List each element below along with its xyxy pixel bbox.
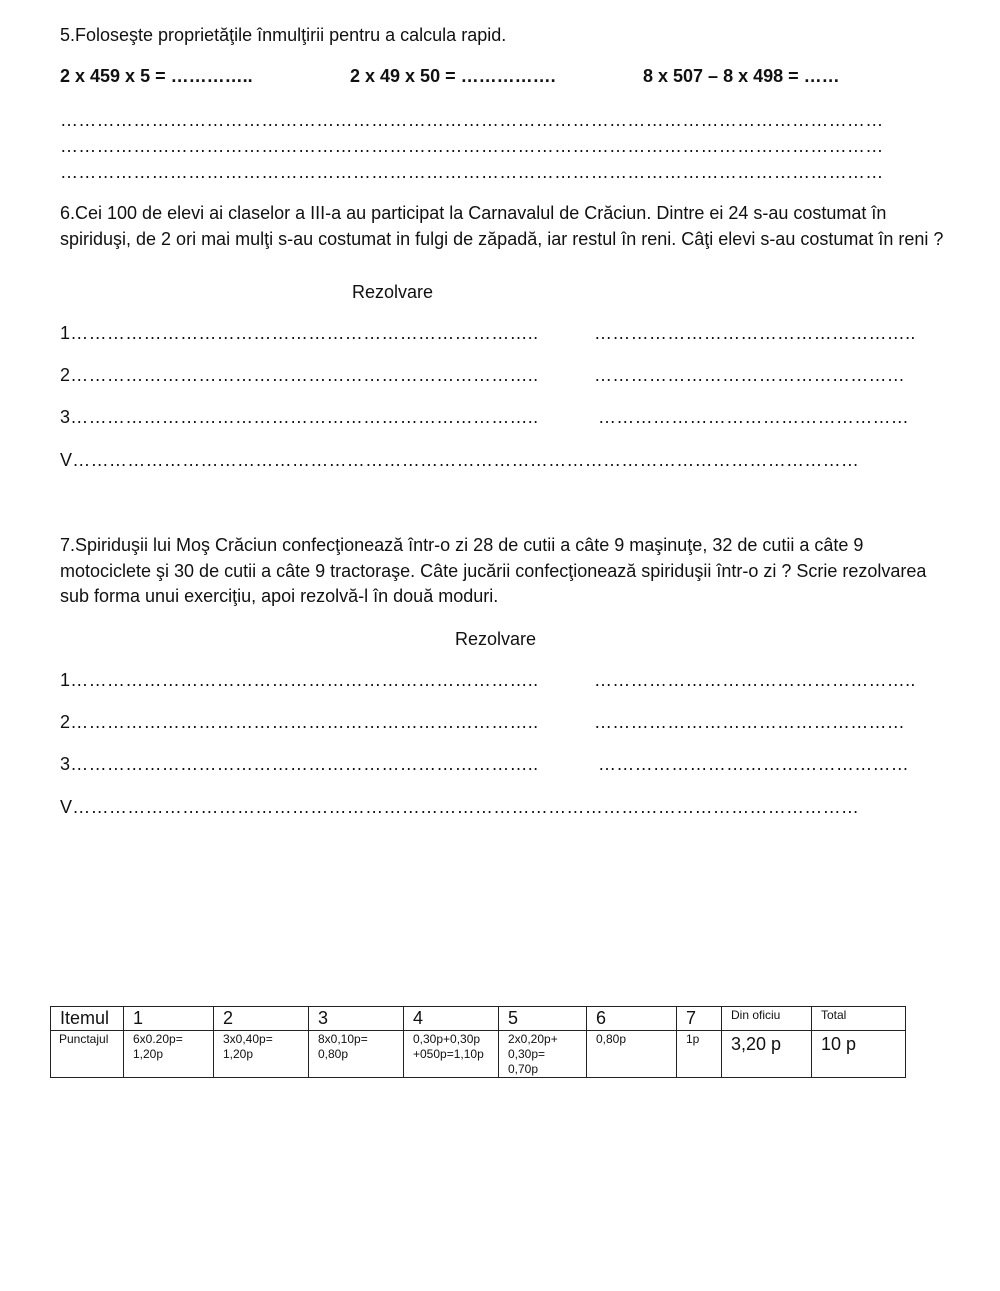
- ex7-problem-text: 7.Spiriduşii lui Moş Crăciun confecţionează într-o zi 28 de cutii a câte 9 maşinuţe, 32 de cutii a câte 9 motociclete şi 30 de cutii a câte 9 tractoraşe. Câte jucării confecţionează spiriduşii într-o zi ? Scrie rezolvarea sub forma unui exerciţiu, apoi rezolvă-l în două moduri.: [60, 535, 927, 606]
- points-line: 3,20 p: [731, 1034, 782, 1054]
- ex7-line-3-right[interactable]: ……………………………………………: [598, 754, 910, 774]
- points-line: 0,70p: [508, 1062, 539, 1076]
- points-cell-7: [677, 1031, 722, 1078]
- points-cell-1: [124, 1031, 214, 1078]
- ex7-line-1-left[interactable]: 1…………………………………………………………………..: [60, 670, 539, 690]
- ex7-line-2-left[interactable]: 2…………………………………………………………………..: [60, 712, 539, 732]
- ex6-line-2-left[interactable]: 2…………………………………………………………………..: [60, 365, 539, 385]
- row-label-punctajul: Punctajul: [51, 1031, 124, 1078]
- header-cell-7: 7: [677, 1007, 722, 1031]
- ex7-answer-line-v[interactable]: V…………………………………………………………………………………………………………………: [60, 797, 860, 817]
- ex6-line-2-right[interactable]: ……………………………………………: [594, 365, 906, 385]
- ex6-line-3-right[interactable]: ……………………………………………: [598, 407, 910, 427]
- points-line: 1p: [686, 1032, 700, 1046]
- header-cell-total: Total: [812, 1007, 906, 1031]
- ex7-line-2-right[interactable]: ……………………………………………: [594, 712, 906, 732]
- points-cell-din-oficiu: [722, 1031, 812, 1078]
- ex5-heading: 5.Foloseşte proprietăţile înmulţirii pentru a calcula rapid.: [60, 25, 507, 45]
- points-line: +050p=1,10p: [413, 1047, 484, 1061]
- header-cell-5: 5: [499, 1007, 587, 1031]
- score-table-header-row: [51, 1007, 906, 1031]
- ex6-line-1-left[interactable]: 1…………………………………………………………………..: [60, 323, 539, 343]
- points-line: 8x0,10p=: [318, 1032, 368, 1046]
- ex7-line-1-right[interactable]: ……………………………………………..: [594, 670, 916, 690]
- ex5-answer-line-1[interactable]: ………………………………………………………………………………………………………………………: [60, 110, 884, 130]
- points-line: 1,20p: [223, 1047, 254, 1061]
- ex6-answer-line-v[interactable]: V…………………………………………………………………………………………………………………: [60, 450, 860, 470]
- header-cell-din-oficiu: Din oficiu: [722, 1007, 812, 1031]
- points-cell-6: [587, 1031, 677, 1078]
- ex7-line-3-left[interactable]: 3…………………………………………………………………..: [60, 754, 539, 774]
- points-line: 10 p: [821, 1034, 857, 1054]
- ex6-line-3-left[interactable]: 3…………………………………………………………………..: [60, 407, 539, 427]
- ex6-problem-text: 6.Cei 100 de elevi ai claselor a III-a au participat la Carnavalul de Crăciun. Dintre ei 24 s-au costumat în spiriduşi, de 2 ori mai mulţi s-au costumat in fulgi de zăpadă, iar restul în reni. Câţi elevi s-au costumat în reni ?: [60, 203, 944, 249]
- points-line: 1,20p: [133, 1047, 164, 1061]
- points-cell-5: [499, 1031, 587, 1078]
- points-line: 0,30p+0,30p: [413, 1032, 481, 1046]
- points-cell-4: [404, 1031, 499, 1078]
- header-cell-4: 4: [404, 1007, 499, 1031]
- score-table: [50, 1006, 906, 1078]
- header-cell-2: 2: [214, 1007, 309, 1031]
- points-line: 0,30p=: [508, 1047, 546, 1061]
- points-line: 2x0,20p+: [508, 1032, 558, 1046]
- ex7-rezolvare-title: Rezolvare: [455, 629, 537, 649]
- points-line: 6x0.20p=: [133, 1032, 183, 1046]
- header-cell-3: 3: [309, 1007, 404, 1031]
- ex5-expression-3: 8 x 507 – 8 x 498 = ……: [643, 66, 840, 86]
- header-cell-itemul: Itemul: [51, 1007, 124, 1031]
- points-cell-2: [214, 1031, 309, 1078]
- ex6-rezolvare-title: Rezolvare: [352, 282, 434, 302]
- ex5-answer-line-2[interactable]: ………………………………………………………………………………………………………………………: [60, 136, 884, 156]
- ex5-expression-2: 2 x 49 x 50 = …………….: [350, 66, 556, 86]
- ex5-expression-1: 2 x 459 x 5 = …………..: [60, 66, 253, 86]
- ex6-line-1-right[interactable]: ……………………………………………..: [594, 323, 916, 343]
- points-cell-3: [309, 1031, 404, 1078]
- header-cell-6: 6: [587, 1007, 677, 1031]
- score-table-points-row: [51, 1031, 906, 1078]
- ex5-answer-line-3[interactable]: ………………………………………………………………………………………………………………………: [60, 162, 884, 182]
- points-line: 3x0,40p=: [223, 1032, 273, 1046]
- header-cell-1: 1: [124, 1007, 214, 1031]
- points-cell-total: [812, 1031, 906, 1078]
- points-line: 0,80p: [318, 1047, 349, 1061]
- points-line: 0,80p: [596, 1032, 627, 1046]
